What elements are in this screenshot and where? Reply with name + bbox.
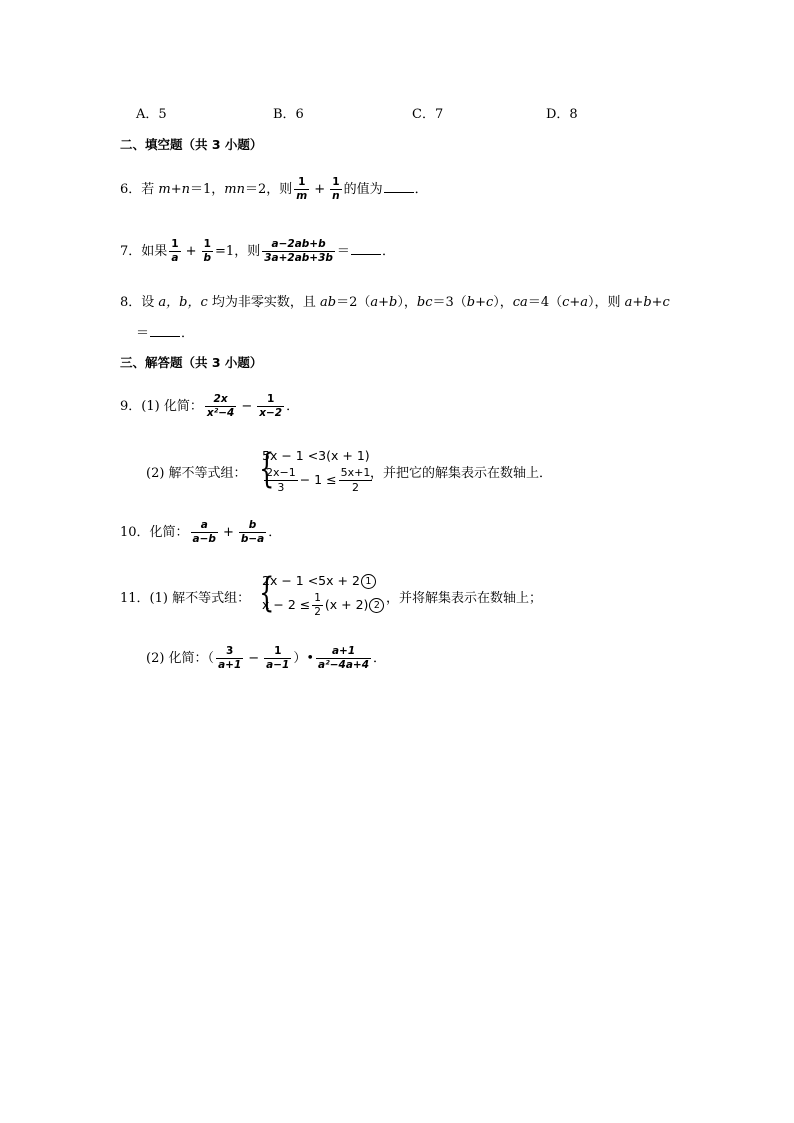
q9-p2-line2-mid: − 1 ≤ xyxy=(299,472,337,487)
q7-frac3-den: 3a+2ab+3b xyxy=(264,252,333,264)
q10-prefix: 10．化简： xyxy=(120,525,189,540)
section-title-fill-blank: 二、填空题（共 3 小题） xyxy=(120,137,263,152)
q7-plus: + xyxy=(185,244,197,259)
question-8-line-1 xyxy=(120,291,670,310)
question-6 xyxy=(120,176,428,203)
q7-frac1-den: a xyxy=(171,252,179,264)
q9-p2-f1-den: 3 xyxy=(277,481,285,494)
q8-e2b: ＝3（ xyxy=(432,295,467,310)
q7-fraction-1 xyxy=(169,238,180,265)
q11-p2-f3-num: a+1 xyxy=(316,645,371,659)
choice-a: A．5 xyxy=(136,107,167,122)
q11-p2-f3-den: a²−4a+4 xyxy=(318,659,370,671)
q7-answer-blank xyxy=(351,242,381,255)
q7-prefix: 7．如果 xyxy=(120,244,168,259)
q8-text: 均为非零实数，且 xyxy=(207,295,321,310)
q7-frac1-num: 1 xyxy=(171,238,179,250)
q10-f1-den: a−b xyxy=(192,533,216,545)
q10-f2-num: b xyxy=(239,519,266,533)
q11-p1-line-1 xyxy=(262,573,376,589)
q10-plus: + xyxy=(222,525,234,540)
q11-p1-fraction xyxy=(312,592,323,619)
q11-p1-mark-1: 1 xyxy=(361,574,376,589)
q8-vars: a，b，c xyxy=(158,295,208,310)
q6-cond1: m+n xyxy=(158,182,190,197)
q11-p1-line2-a: x − 2 ≤ xyxy=(262,597,311,612)
q8-e3b: ＝4（ xyxy=(527,295,563,310)
q10-fraction-2 xyxy=(239,519,266,546)
q9-p2-f2-den: 2 xyxy=(351,481,359,494)
q8-e2c: b+c xyxy=(466,295,494,310)
q8-e4: a+b+c xyxy=(624,295,670,310)
q7-frac2-den: b xyxy=(203,252,212,264)
q9-p2-f2-num: 5x+1 xyxy=(340,466,371,479)
q8-e1b: ＝2（ xyxy=(336,295,371,310)
choice-b: B．6 xyxy=(273,107,304,122)
q9-p1-fraction-1 xyxy=(205,393,236,420)
choice-c: C．7 xyxy=(412,107,444,122)
choice-d: D．8 xyxy=(546,107,578,122)
q9-p2-brace: { xyxy=(259,446,275,492)
question-7 xyxy=(120,238,395,265)
q10-f1-num: a xyxy=(191,519,218,533)
q9-p1-f2-den: x−2 xyxy=(259,407,283,419)
q9-p2-fraction-2 xyxy=(339,466,373,495)
q11-p1-line1-text: 2x − 1 <5x + 2 xyxy=(262,573,360,588)
q8-line2-eq: ＝ xyxy=(136,326,150,341)
q8-e3: ca xyxy=(512,295,528,310)
q11-p1-mark-2: 2 xyxy=(369,598,384,613)
q9-p2-line-1: 5x − 1 <3(x + 1) xyxy=(262,448,370,463)
q11-p2-f1-num: 3 xyxy=(216,645,243,659)
q11-p2-f2-den: a−1 xyxy=(266,659,290,671)
q8-e2: bc xyxy=(416,295,433,310)
q11-p2-prefix: (2) 化简：（ xyxy=(146,651,215,666)
q6-frac2-num: 1 xyxy=(330,176,341,190)
q9-p1-prefix: 9．(1) 化简： xyxy=(120,399,203,414)
q8-e1: ab xyxy=(320,295,337,310)
q7-mid: =1，则 xyxy=(215,244,261,259)
q6-fraction-2 xyxy=(330,176,341,203)
q8-e2d: ）， xyxy=(493,295,513,310)
q7-end: ． xyxy=(381,244,395,259)
q7-fraction-2 xyxy=(202,238,214,265)
q6-cond2: mn xyxy=(224,182,245,197)
q11-p2-end: ． xyxy=(373,651,387,666)
q11-p2-f1-den: a+1 xyxy=(218,659,242,671)
q11-p2-close: ）• xyxy=(293,651,315,666)
q11-p2-fraction-3 xyxy=(316,645,371,672)
q11-p1-f-num: 1 xyxy=(314,592,321,604)
q9-p1-end: ． xyxy=(286,399,300,414)
q9-p1-f1-den: x²−4 xyxy=(206,407,235,419)
q6-suffix: 的值为 xyxy=(343,182,383,197)
q11-p2-fraction-1 xyxy=(216,645,243,672)
q8-prefix: 8．设 xyxy=(120,295,159,310)
q9-p2-f1-num: 2x−1 xyxy=(266,466,296,479)
q11-p1-f-den: 2 xyxy=(314,606,321,618)
q8-e1d: ）， xyxy=(397,295,417,310)
q6-cond1-eq: ＝1， xyxy=(190,182,225,197)
q8-line2-end: ． xyxy=(181,326,195,341)
q6-cond2-eq: ＝2，则 xyxy=(244,182,293,197)
q8-answer-blank xyxy=(150,324,180,337)
question-10 xyxy=(120,519,281,546)
q10-fraction-1 xyxy=(191,519,218,546)
q6-frac2-den: n xyxy=(332,190,340,202)
q9-p1-fraction-2 xyxy=(257,393,284,420)
q8-e3d: ），则 xyxy=(588,295,625,310)
q7-eq: ＝ xyxy=(336,244,350,259)
q6-plus: + xyxy=(314,182,326,197)
q10-f2-den: b−a xyxy=(240,533,265,545)
q11-p1-brace: { xyxy=(259,570,275,616)
q9-p2-fraction-1 xyxy=(264,466,298,495)
q11-p2-fraction-2 xyxy=(264,645,291,672)
q7-frac3-num: a−2ab+b xyxy=(262,238,335,252)
q6-frac1-den: m xyxy=(296,190,308,202)
question-11-part-2 xyxy=(146,645,386,672)
question-8-line-2 xyxy=(136,322,194,341)
q6-end: ． xyxy=(414,182,428,197)
q7-frac2-num: 1 xyxy=(202,238,214,252)
q6-fraction-1 xyxy=(294,176,309,203)
question-11-part-1-suffix: ，并将解集表示在数轴上； xyxy=(386,591,543,606)
q9-p1-minus: − xyxy=(241,399,253,414)
question-11-part-1-prefix: 11．(1) 解不等式组： xyxy=(120,591,251,606)
q6-prefix: 6．若 xyxy=(120,182,159,197)
q9-p1-f2-num: 1 xyxy=(257,393,284,407)
q6-answer-blank xyxy=(384,180,414,193)
q11-p2-f2-num: 1 xyxy=(264,645,291,659)
q11-p2-minus: − xyxy=(248,651,260,666)
q8-e1c: a+b xyxy=(370,295,398,310)
q11-p1-line-2 xyxy=(262,592,384,619)
section-title-solve: 三、解答题（共 3 小题） xyxy=(120,355,263,370)
q10-end: ． xyxy=(268,525,282,540)
q9-p2-line-2 xyxy=(262,466,374,495)
q7-fraction-3 xyxy=(262,238,335,265)
q8-e3c: c+a xyxy=(562,295,589,310)
q6-frac1-num: 1 xyxy=(294,176,309,190)
question-9-part-1 xyxy=(120,393,299,420)
q9-p1-f1-num: 2x xyxy=(205,393,236,407)
question-9-part-2-suffix: ，并把它的解集表示在数轴上． xyxy=(370,466,553,481)
question-9-part-2-prefix: (2) 解不等式组： xyxy=(146,466,247,481)
q11-p1-line2-b: (x + 2) xyxy=(324,597,369,612)
